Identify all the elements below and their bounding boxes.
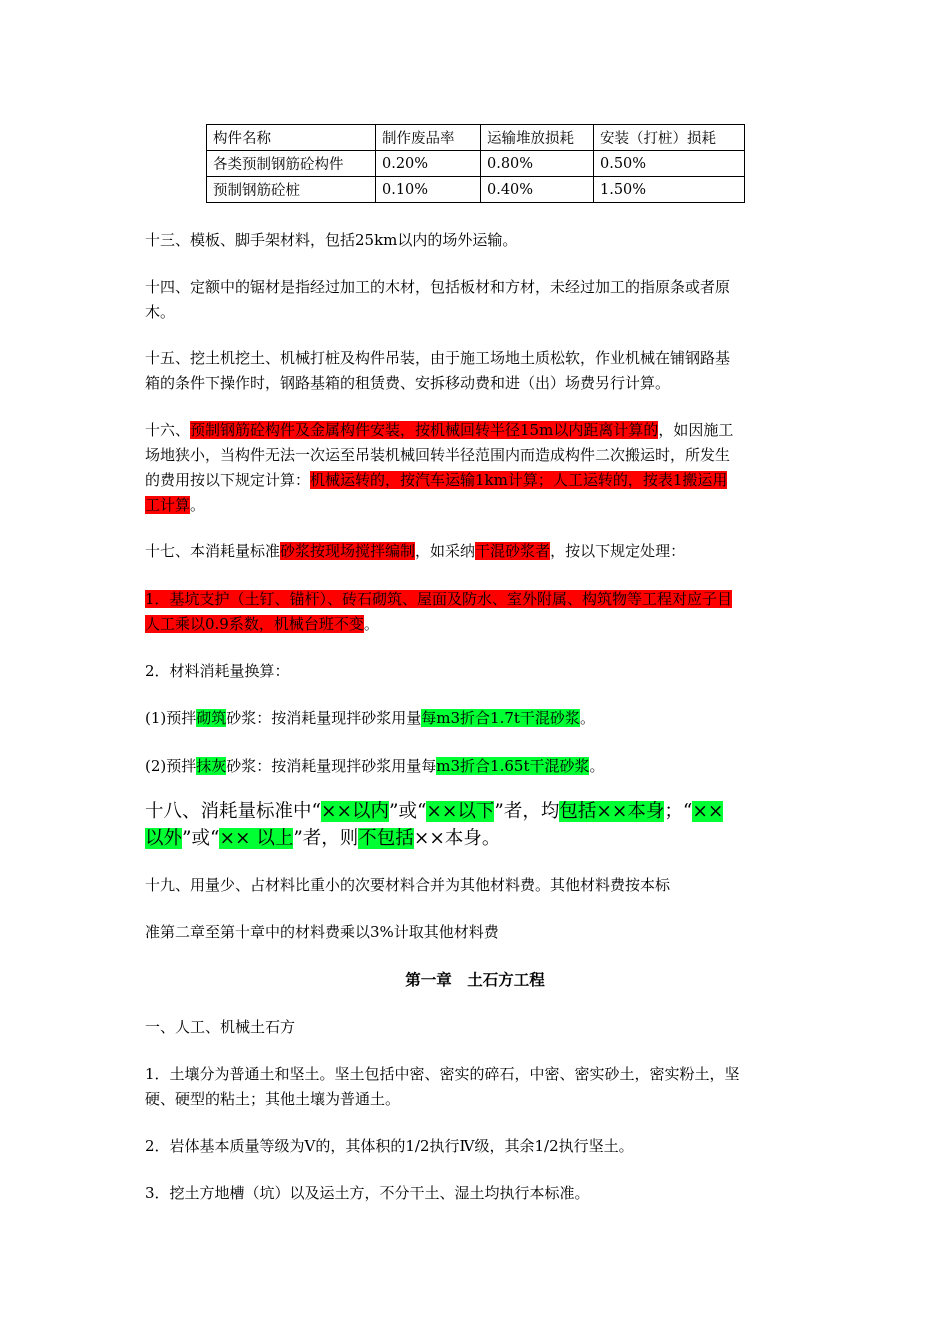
text-line: 十四、定额中的锯材是指经过加工的木材，包括板材和方材，未经过加工的指原条或者原 xyxy=(145,278,731,296)
table-cell: 预制钢筋砼桩 xyxy=(207,177,376,203)
text-line xyxy=(145,798,805,825)
green-highlight: 每m3折合1.7t干混砂浆 xyxy=(421,709,580,727)
text-line: 硬、硬型的粘土；其他土壤为普通土。 xyxy=(145,1090,401,1108)
green-highlight: 砌筑 xyxy=(196,709,227,727)
text-run: 。 xyxy=(363,615,379,633)
table-cell: 0.50% xyxy=(594,151,745,177)
text-line: 十五、挖土机挖土、机械打桩及构件吊装，由于施工场地土质松软，作业机械在铺钢路基 xyxy=(145,349,731,367)
sub-item-2 xyxy=(145,754,805,779)
text-run: 砂浆：按消耗量现拌砂浆用量 xyxy=(226,709,422,727)
text-run: (2)预拌 xyxy=(145,757,197,775)
red-highlight: 工计算 xyxy=(145,496,191,514)
green-highlight: ××以内 xyxy=(320,801,389,822)
sub-item-1 xyxy=(145,706,805,731)
text-run: ，按以下规定处理： xyxy=(550,542,686,560)
paragraph-19-line-1: 十九、用量少、占材料比重小的次要材料合并为其他材料费。其他材料费按本标 xyxy=(145,876,671,894)
item-1 xyxy=(145,587,805,637)
red-highlight: 人工乘以0.9系数，机械台班不变 xyxy=(145,615,364,633)
text-run: ，如采纳 xyxy=(415,542,476,560)
text-run: ”者，均 xyxy=(494,801,560,822)
table-cell: 构件名称 xyxy=(207,125,376,151)
text-line xyxy=(145,587,805,612)
section-heading: 一、人工、机械土石方 xyxy=(145,1018,296,1036)
table-cell: 1.50% xyxy=(594,177,745,203)
table-row xyxy=(207,125,745,151)
green-highlight: 包括××本身 xyxy=(559,801,665,822)
text-line xyxy=(145,468,805,493)
table-cell: 运输堆放损耗 xyxy=(481,125,594,151)
green-highlight: ×× 以上 xyxy=(219,828,294,849)
red-highlight: 1．基坑支护（土钉、锚杆）、砖石砌筑、屋面及防水、室外附属、构筑物等工程对应子目 xyxy=(145,590,733,608)
table-cell: 0.20% xyxy=(376,151,481,177)
table-cell: 安装（打桩）损耗 xyxy=(594,125,745,151)
text-line: 箱的条件下操作时，钢路基箱的租赁费、安拆移动费和进（出）场费另行计算。 xyxy=(145,374,671,392)
red-highlight: 预制钢筋砼构件及金属构件安装，按机械回转半径15m以内距离计算的 xyxy=(190,421,659,439)
text-line xyxy=(145,418,805,443)
paragraph-18 xyxy=(145,798,805,852)
green-highlight: 以外 xyxy=(145,828,183,849)
table-row xyxy=(207,151,745,177)
text-run: 。 xyxy=(190,496,206,514)
paragraph-17 xyxy=(145,539,805,564)
green-highlight: ××以下 xyxy=(426,801,495,822)
text-run: 砂浆：按消耗量现拌砂浆用量每 xyxy=(226,757,437,775)
clause-1 xyxy=(145,1062,805,1112)
green-highlight: m3折合1.65t干混砂浆 xyxy=(436,757,590,775)
green-highlight: ×× xyxy=(692,801,724,822)
red-highlight: 干混砂浆者 xyxy=(475,542,551,560)
paragraph-13: 十三、模板、脚手架材料，包括25km以内的场外运输。 xyxy=(145,231,518,249)
text-line: 场地狭小，当构件无法一次运至吊装机械回转半径范围内而造成构件二次搬运时，所发生 xyxy=(145,446,731,464)
clause-2: 2．岩体基本质量等级为Ⅴ的，其体积的1/2执行Ⅳ级，其余1/2执行坚土。 xyxy=(145,1137,634,1155)
text-run: 。 xyxy=(589,757,605,775)
text-run: 十六、 xyxy=(145,421,191,439)
text-run: 的费用按以下规定计算： xyxy=(145,471,311,489)
clause-3: 3．挖土方地槽（坑）以及运土方，不分干土、湿土均执行本标准。 xyxy=(145,1184,590,1202)
loss-rate-table xyxy=(206,124,745,203)
text-run: ××本身。 xyxy=(413,828,501,849)
chapter-title: 第一章 土石方工程 xyxy=(405,970,545,989)
text-line: 木。 xyxy=(145,303,176,321)
red-highlight: 机械运转的，按汽车运输1km计算；人工运转的，按表1搬运用 xyxy=(310,471,728,489)
text-line: 1．土壤分为普通土和坚土。坚土包括中密、密实的碎石，中密、密实砂土，密实粉土，坚 xyxy=(145,1065,740,1083)
text-run: 十八、消耗量标准中“ xyxy=(145,801,321,822)
paragraph-15 xyxy=(145,346,805,396)
green-highlight: 抹灰 xyxy=(196,757,227,775)
text-line xyxy=(145,612,805,637)
table-row xyxy=(207,177,745,203)
paragraph-16 xyxy=(145,418,805,518)
red-highlight: 砂浆按现场搅拌编制 xyxy=(280,542,416,560)
item-2: 2．材料消耗量换算： xyxy=(145,662,290,680)
table-cell: 各类预制钢筋砼构件 xyxy=(207,151,376,177)
text-run: 。 xyxy=(579,709,595,727)
table-cell: 0.80% xyxy=(481,151,594,177)
paragraph-19-line-2: 准第二章至第十章中的材料费乘以3%计取其他材料费 xyxy=(145,923,499,941)
table-cell: 0.40% xyxy=(481,177,594,203)
text-run: 十七、本消耗量标准 xyxy=(145,542,281,560)
table-cell: 0.10% xyxy=(376,177,481,203)
text-run: ”或“ xyxy=(182,828,220,849)
text-run: (1)预拌 xyxy=(145,709,197,727)
text-run: ”或“ xyxy=(388,801,427,822)
green-highlight: 不包括 xyxy=(358,828,414,849)
text-line xyxy=(145,825,805,852)
table-cell: 制作废品率 xyxy=(376,125,481,151)
text-line xyxy=(145,493,805,518)
text-run: ，如因施工 xyxy=(658,421,734,439)
paragraph-14 xyxy=(145,275,805,325)
text-run: ；“ xyxy=(664,801,693,822)
text-run: ”者，则 xyxy=(293,828,359,849)
